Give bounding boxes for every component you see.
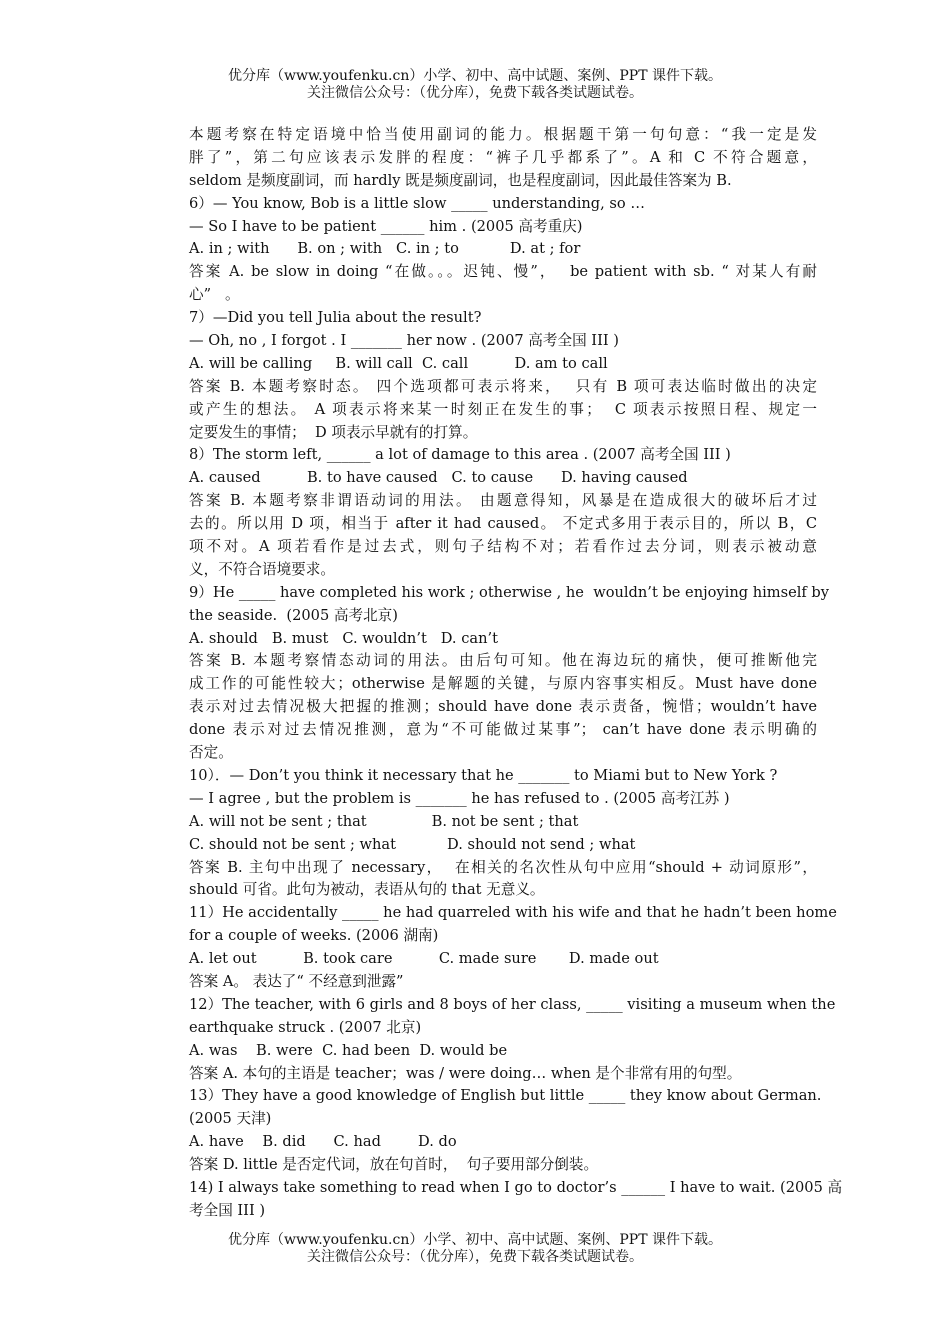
text-line: A. caused B. to have caused C. to cause D. having caused xyxy=(189,469,688,487)
text-line: 答案 B. 本题考察情态动词的用法。由后句可知。他在海边玩的痛快，便可推断他完 xyxy=(189,652,817,670)
text-line: 答案 A. 本句的主语是 teacher；was / were doing… when 是个非常有用的句型。 xyxy=(189,1064,742,1082)
text-line: should 可省。此句为被动，表语从句的 that 无意义。 xyxy=(189,881,545,899)
text-line: 答案 A。 表达了“ 不经意到泄露” xyxy=(189,972,404,990)
text-line: A. was B. were C. had been D. would be xyxy=(189,1041,508,1059)
text-line: 8）The storm left, ______ a lot of damage to this area . (2007 高考全国 III ) xyxy=(189,446,731,464)
text-line: 7）—Did you tell Julia about the result? xyxy=(189,309,482,327)
text-line: A. have B. did C. had D. do xyxy=(189,1133,457,1151)
text-line: 答案 B. 主句中出现了 necessary， 在相关的名次性从句中应用“should + 动词原形”， xyxy=(189,858,817,876)
text-line: 心” 。 xyxy=(189,286,240,304)
header-line-2: 关注微信公众号：（优分库），免费下载各类试题试卷。 xyxy=(307,85,643,101)
document-body xyxy=(189,124,843,1223)
text-line: 6）— You know, Bob is a little slow _____ understanding, so … xyxy=(189,194,645,212)
page-footer xyxy=(0,1232,950,1266)
text-line: 答案 D. little 是否定代词，放在句首时， 句子要用部分倒装。 xyxy=(189,1156,599,1174)
page-header xyxy=(0,68,950,102)
text-line: 去的。所以用 D 项，相当于 after it had caused。 不定式多用于表示目的，所以 B，C xyxy=(189,515,817,533)
text-line: done 表示对过去情况推测，意为“不可能做过某事”； can’t have done 表示明确的 xyxy=(189,721,817,739)
text-line: 项不对。A 项若看作是过去式，则句子结构不对；若看作过去分词，则表示被动意 xyxy=(189,538,817,556)
text-line: 或产生的想法。 A 项表示将来某一时刻正在发生的事； C 项表示按照日程、规定一 xyxy=(189,400,817,418)
text-line: 胖了”，第二句应该表示发胖的程度：“裤子几乎都系了”。A 和 C 不符合题意， xyxy=(189,148,817,166)
text-line: 12）The teacher, with 6 girls and 8 boys of her class, _____ visiting a museum when the xyxy=(189,995,836,1013)
text-line: 定要发生的事情； D 项表示早就有的打算。 xyxy=(189,423,478,441)
text-line: 9）He _____ have completed his work ; otherwise , he wouldn’t be enjoying himself by xyxy=(189,583,830,601)
text-line: 成工作的可能性较大；otherwise 是解题的关键，与原内容事实相反。Must have done xyxy=(189,675,817,693)
text-line: — I agree , but the problem is _______ he has refused to . (2005 高考江苏 ) xyxy=(189,789,730,807)
text-line: A. in ; with B. on ; with C. in ; to D. at ; for xyxy=(189,240,581,258)
text-line: A. will not be sent ; that B. not be sent ; that xyxy=(189,812,579,830)
text-line: C. should not be sent ; what D. should not send ; what xyxy=(189,835,636,853)
text-line: 10）．— Don’t you think it necessary that he _______ to Miami but to New York ? xyxy=(189,766,778,784)
text-line: 答案 B. 本题考察时态。 四个选项都可表示将来， 只有 B 项可表达临时做出的决定 xyxy=(189,377,817,395)
text-line: 本题考察在特定语境中恰当使用副词的能力。根据题干第一句句意：“我一定是发 xyxy=(189,126,817,143)
text-line: A. let out B. took care C. made sure D. made out xyxy=(189,950,659,968)
text-line: — Oh, no , I forgot . I _______ her now . (2007 高考全国 III ) xyxy=(189,332,619,350)
text-line: 14) I always take something to read when I go to doctor’s ______ I have to wait. (2005 高 xyxy=(189,1178,843,1196)
text-line: the seaside. (2005 高考北京) xyxy=(189,606,398,624)
text-line: (2005 天津) xyxy=(189,1110,272,1128)
text-line: 否定。 xyxy=(189,744,233,762)
text-line: 表示对过去情况极大把握的推测；should have done 表示责备，惋惜；wouldn’t have xyxy=(189,698,817,716)
text-line: seldom 是频度副词，而 hardly 既是频度副词，也是程度副词，因此最佳答案为 B. xyxy=(189,171,732,189)
footer-line-2: 关注微信公众号：（优分库），免费下载各类试题试卷。 xyxy=(307,1249,643,1265)
text-line: 答案 A. be slow in doing “在做。。。迟钝、慢”， be patient with sb. “ 对某人有耐 xyxy=(189,263,817,281)
header-line-1: 优分库（www.youfenku.cn）小学、初中、高中试题、案例、PPT 课件下载。 xyxy=(227,68,722,84)
text-line: A. should B. must C. wouldn’t D. can’t xyxy=(189,629,498,647)
text-line: — So I have to be patient ______ him . (2005 高考重庆) xyxy=(189,217,583,235)
text-line: 考全国 III ) xyxy=(189,1201,266,1219)
text-line: 11）He accidentally _____ he had quarreled with his wife and that he hadn’t been home xyxy=(189,904,837,922)
text-line: earthquake struck . (2007 北京) xyxy=(189,1018,422,1036)
text-line: for a couple of weeks. (2006 湖南) xyxy=(189,927,439,945)
text-line: 义，不符合语境要求。 xyxy=(189,560,335,578)
footer-line-1: 优分库（www.youfenku.cn）小学、初中、高中试题、案例、PPT 课件下载。 xyxy=(227,1232,722,1248)
text-line: 答案 B. 本题考察非谓语动词的用法。 由题意得知，风暴是在造成很大的破坏后才过 xyxy=(189,492,817,510)
text-line: 13）They have a good knowledge of English but little _____ they know about German. xyxy=(189,1087,822,1105)
text-line: A. will be calling B. will call C. call D. am to call xyxy=(189,354,608,372)
